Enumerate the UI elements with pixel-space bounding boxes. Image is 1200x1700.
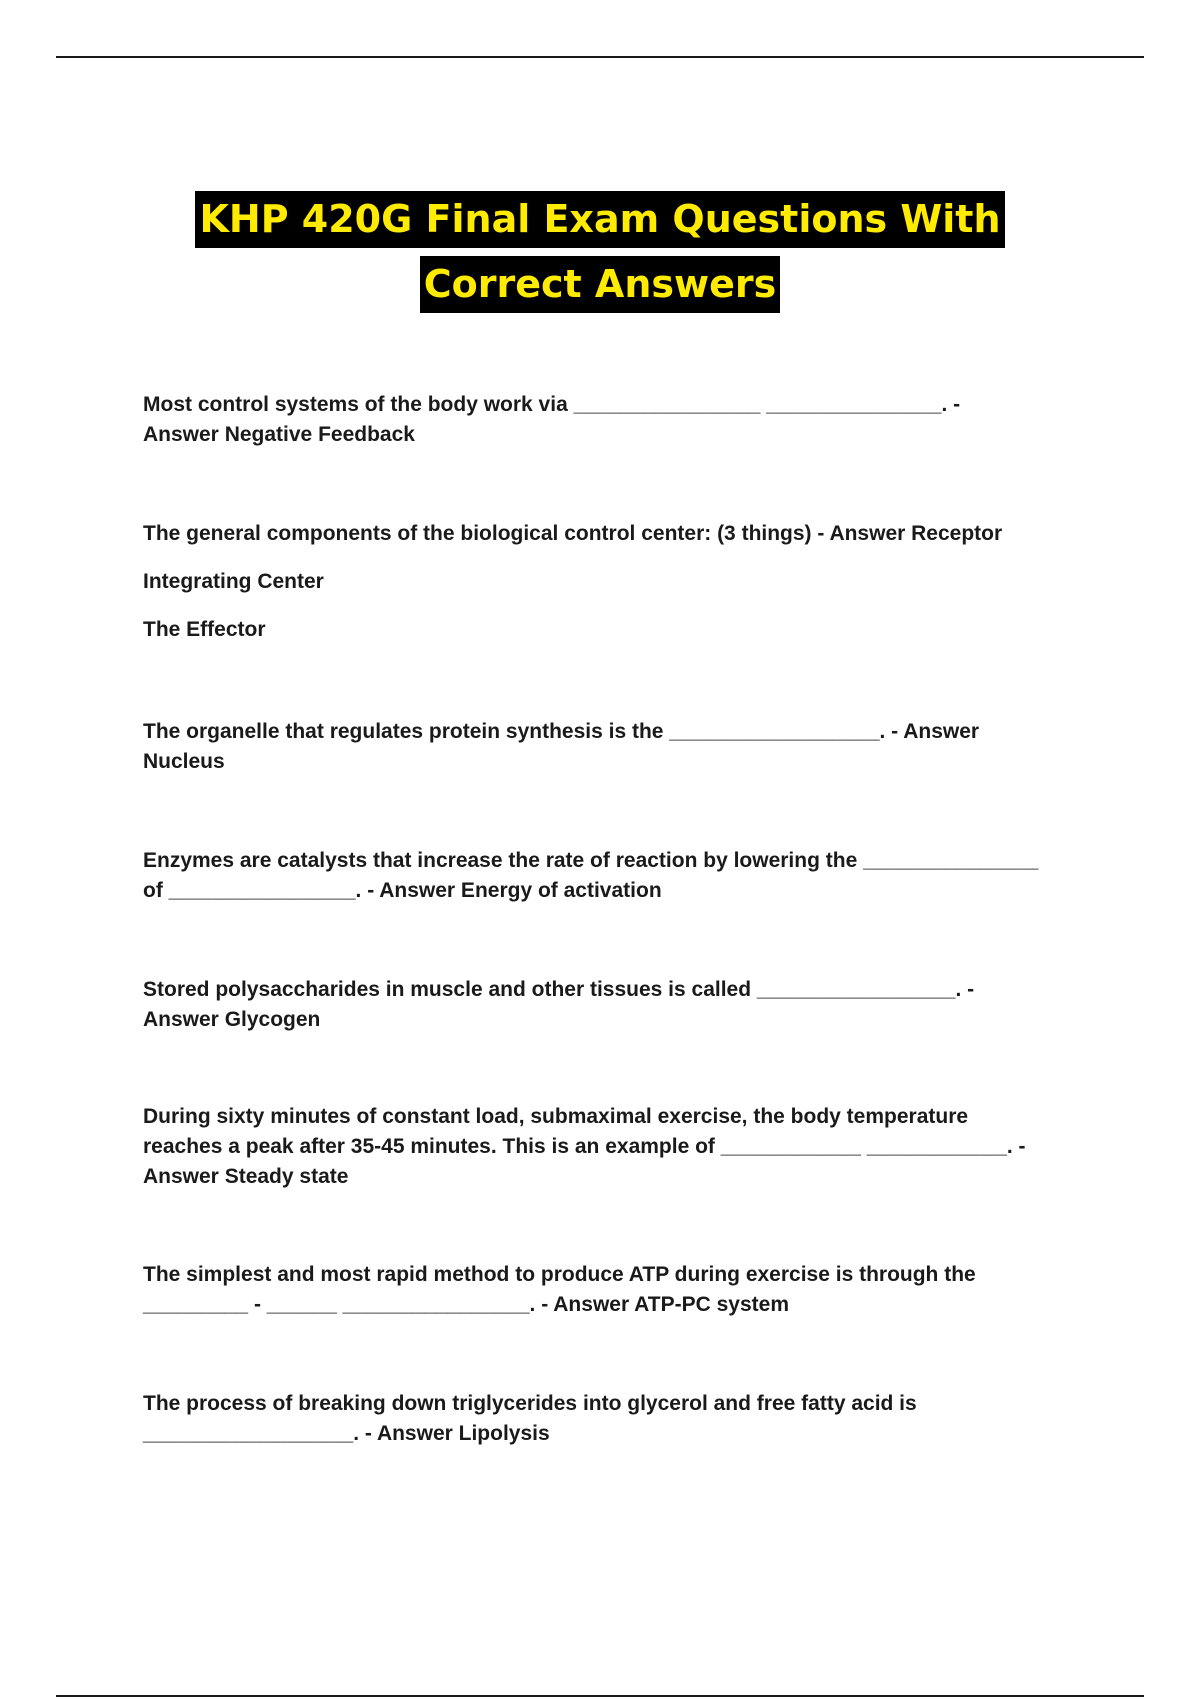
qa-item-7 — [143, 1260, 1093, 1320]
top-rule — [56, 56, 1144, 58]
qa-line: _________ - ______ ________________. - Answer ATP-PC system — [143, 1293, 790, 1316]
qa-line: The process of breaking down triglycerides into glycerol and free fatty acid is — [143, 1392, 917, 1415]
qa-line: Stored polysaccharides in muscle and other tissues is called _________________. - — [143, 978, 975, 1001]
qa-line: The organelle that regulates protein synthesis is the __________________. - Answer — [143, 720, 980, 743]
qa-item-2 — [143, 519, 1093, 645]
qa-line: The simplest and most rapid method to produce ATP during exercise is through the — [143, 1263, 976, 1286]
qa-line: __________________. - Answer Lipolysis — [143, 1422, 550, 1445]
qa-line: of ________________. - Answer Energy of activation — [143, 879, 662, 902]
qa-line: Most control systems of the body work via ________________ _______________. - — [143, 393, 961, 416]
qa-line: Integrating Center — [143, 570, 324, 593]
qa-line: Answer Steady state — [143, 1165, 349, 1188]
qa-item-3 — [143, 717, 1093, 777]
qa-line: Enzymes are catalysts that increase the rate of reaction by lowering the _______________ — [143, 849, 1039, 872]
qa-line: reaches a peak after 35-45 minutes. This is an example of ____________ ____________. - — [143, 1135, 1026, 1158]
title-line-2: Correct Answers — [420, 256, 780, 313]
qa-item-8 — [143, 1389, 1093, 1449]
qa-line: The general components of the biological control center: (3 things) - Answer Receptor — [143, 522, 1003, 545]
qa-line: During sixty minutes of constant load, submaximal exercise, the body temperature — [143, 1105, 969, 1128]
qa-line: Nucleus — [143, 750, 225, 773]
bottom-rule — [56, 1695, 1144, 1697]
qa-item-4 — [143, 846, 1093, 906]
qa-line: Answer Negative Feedback — [143, 423, 415, 446]
qa-item-1 — [143, 390, 1093, 450]
qa-item-5 — [143, 975, 1093, 1035]
title-line-1: KHP 420G Final Exam Questions With — [195, 191, 1004, 248]
document-title — [0, 191, 1200, 313]
qa-line: Answer Glycogen — [143, 1008, 321, 1031]
qa-item-6 — [143, 1102, 1093, 1192]
qa-line: The Effector — [143, 618, 266, 641]
